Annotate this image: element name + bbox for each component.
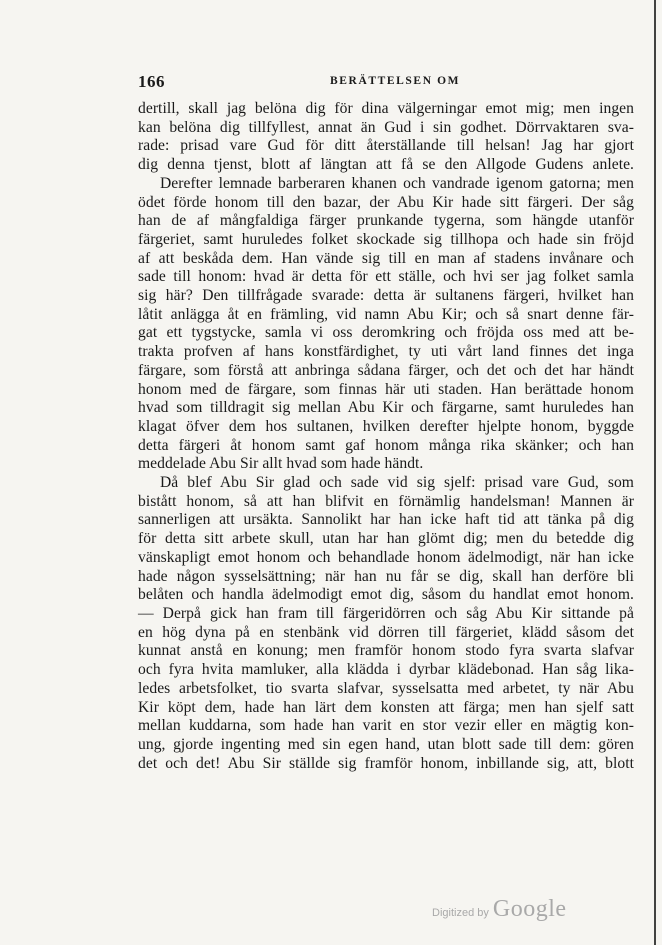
body-text — [138, 100, 634, 773]
text-line: en hög dyna på en stenbänk vid dörren till färgeriet, klädd såsom det — [138, 623, 634, 641]
text-line: färgeriet, samt huruledes folket skockade sig tillhopa och hade sin fröjd — [138, 230, 634, 248]
text-line: det och det! Abu Sir ställde sig framför honom, inbillande sig, att, blott — [138, 754, 634, 772]
text-line: sade till honom: hvad är detta för ett ställe, och hvi ser jag folket samla — [138, 268, 634, 286]
text-line: kunnat anstå en konung; men framför honom stodo fyra svarta slafvar — [138, 642, 634, 660]
running-head: BERÄTTELSEN OM — [330, 75, 461, 87]
text-line: sannerligen att ursäkta. Sannolikt har han icke haft tid att tänka på dig — [138, 511, 634, 529]
text-line: ung, gjorde ingenting med sin egen hand, utan blott sade till dem: gören — [138, 735, 634, 753]
text-line: vänskapligt emot honom och behandlade honom ädelmodigt, när han icke — [138, 548, 634, 566]
text-line: hade någon sysselsättning; när han nu får se dig, skall han derföre bli — [138, 567, 634, 585]
text-line: detta färgeri åt honom samt gaf honom många rika skänker; och han — [138, 436, 634, 454]
text-line: bistått honom, så att han blifvit en förnämlig handelsman! Mannen är — [138, 492, 634, 510]
page-edge-shadow — [654, 0, 656, 945]
text-line: dertill, skall jag belöna dig för dina välgerningar emot mig; men ingen — [138, 100, 634, 117]
text-line: han de af mångfaldiga färger prunkande tygerna, som hängde utanför — [138, 212, 634, 230]
text-line: trakta profven af hans konstfärdighet, ty uti vårt land finnes det inga — [138, 343, 634, 361]
text-line: mellan kuddarna, som hade han varit en stor vezir eller en mägtig kon- — [138, 717, 634, 735]
digitized-watermark — [432, 896, 567, 936]
text-line: honom med de färgare, som finnas här uti staden. Han berättade honom — [138, 380, 634, 398]
text-line: rade: prisad vare Gud för ditt återställande till helsan! Jag har gjort — [138, 137, 634, 155]
text-line: gat ett tygstycke, samla vi oss deromkring och fröjda oss med att be- — [138, 324, 634, 342]
text-line: klagat öfver dem hos sultanen, hvilken derefter hjelpte honom, byggde — [138, 417, 634, 435]
text-line: Kir köpt dem, hade han lärt dem konsten att färga; men han sjelf satt — [138, 698, 634, 716]
paragraph-3 — [138, 474, 634, 773]
text-line: färgare, som förstå att anbringa sådana färger, och det och det har händt — [138, 361, 634, 379]
text-line: meddelade Abu Sir allt hvad som hade händt. — [138, 455, 424, 473]
text-line: Derefter lemnade barberaren khanen och vandrade igenom gatorna; men — [160, 174, 634, 192]
text-line: belåten och handla ädelmodigt emot dig, såsom du handlat emot honom. — [138, 586, 634, 604]
paragraph-1 — [138, 100, 634, 175]
text-line: Då blef Abu Sir glad och sade vid sig sjelf: prisad vare Gud, som — [160, 474, 634, 492]
text-line: ödet förde honom till den bazar, der Abu Kir hade sitt färgeri. Der såg — [138, 193, 634, 211]
page-header — [138, 72, 634, 94]
watermark-brand: Google — [492, 896, 567, 922]
text-line: dig denna tjenst, blott af längtan att få se den Allgode Gudens anlete. — [138, 156, 634, 174]
text-line: af att beskåda dem. Han vände sig till en man af stadens invånare och — [138, 249, 634, 267]
text-line: låtit anlägga åt en främling, vid namn Abu Kir; och så snart denne fär- — [138, 305, 634, 323]
text-line: sig här? Den tillfrågade svarade: detta är sultanens färgeri, hvilket han — [138, 287, 634, 305]
text-line: och fyra hvita mamluker, alla klädda i dyrbar klädebonad. Han såg lika- — [138, 661, 634, 679]
text-line: hvad som tilldragit sig mellan Abu Kir och färgarne, samt huruledes han — [138, 399, 634, 417]
text-line: — Derpå gick han fram till färgeridörren och såg Abu Kir sittande på — [138, 604, 634, 622]
text-line: för detta sitt arbete skull, utan har han glömt dig; men du betedde dig — [138, 530, 634, 548]
paragraph-2 — [138, 175, 634, 474]
text-line: ledes arbetsfolket, tio svarta slafvar, sysselsatta med arbetet, ty när Abu — [138, 679, 634, 697]
watermark-prefix: Digitized by — [432, 907, 489, 919]
text-line: kan belöna dig tillfyllest, annat än Gud i sin godhet. Dörrvaktaren sva- — [138, 118, 634, 136]
page-number: 166 — [138, 72, 165, 91]
